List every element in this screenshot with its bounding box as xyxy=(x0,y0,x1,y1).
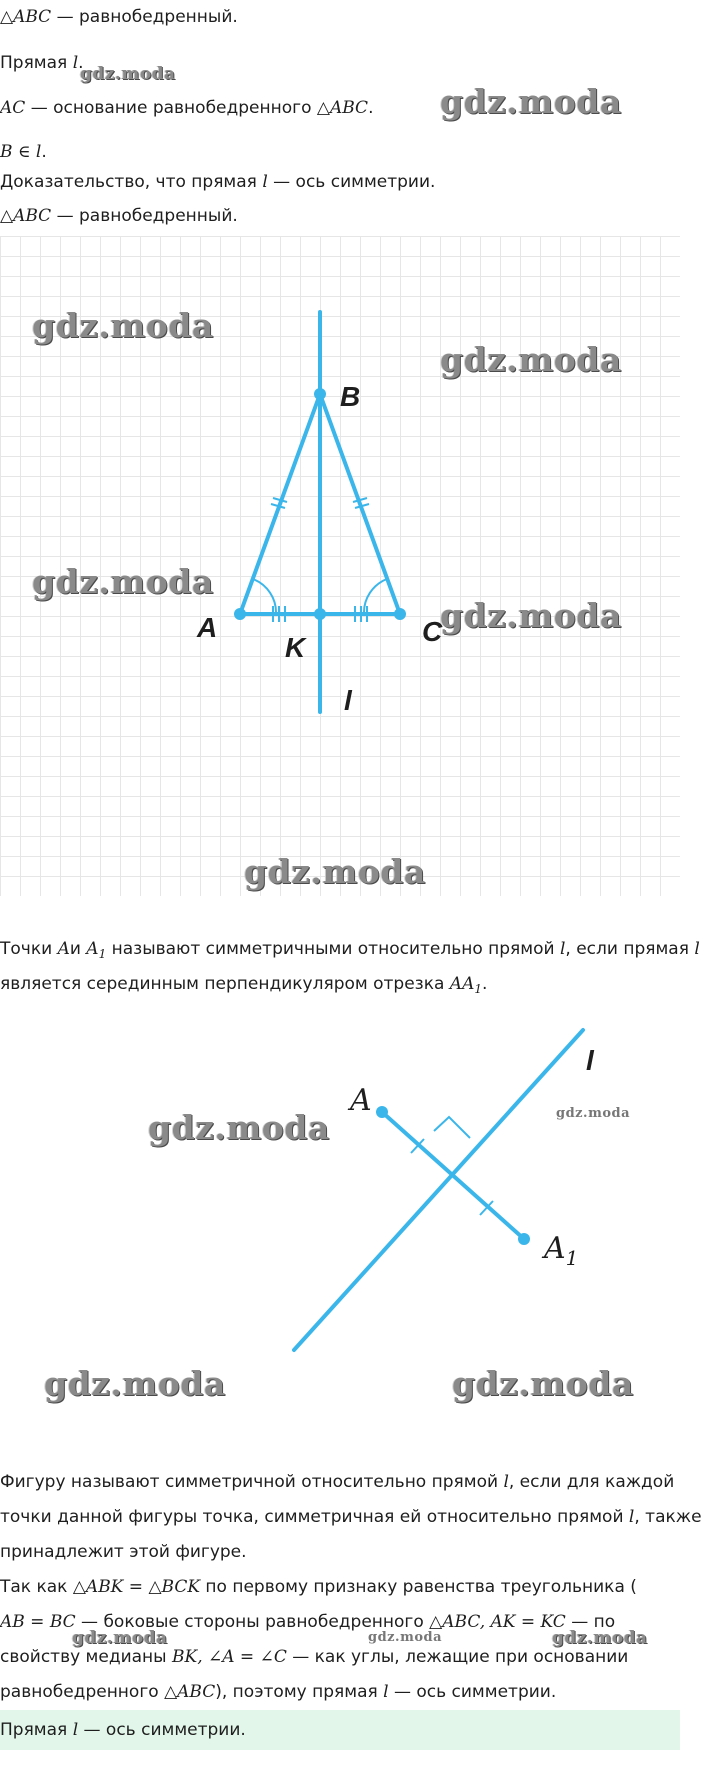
conclusion-box xyxy=(0,1710,680,1750)
watermark: gdz.moda xyxy=(32,562,214,601)
watermark: gdz.moda xyxy=(72,1628,168,1648)
given-line-3: AC — основание равнобедренного △ABC. xyxy=(0,98,374,118)
label-l: l xyxy=(344,685,352,716)
symmetry-diagram xyxy=(0,1010,680,1370)
label-k: K xyxy=(285,632,306,663)
label-c: C xyxy=(422,616,443,647)
watermark: gdz.moda xyxy=(80,64,176,84)
prove-line: Доказательство, что прямая l — ось симметрии. xyxy=(0,172,436,192)
watermark: gdz.moda xyxy=(440,82,622,121)
label-l: l xyxy=(586,1045,594,1076)
line-l xyxy=(294,1030,583,1350)
watermark: gdz.moda xyxy=(244,852,426,891)
side-ab xyxy=(240,394,320,614)
watermark: gdz.moda xyxy=(32,306,214,345)
label-b: B xyxy=(340,381,361,412)
given-line-1: △ABC — равнобедренный. xyxy=(0,7,238,27)
watermark: gdz.moda xyxy=(368,1630,443,1645)
label-a: A xyxy=(350,1083,372,1118)
watermark: gdz.moda xyxy=(556,1106,631,1121)
side-bc xyxy=(320,394,400,614)
watermark: gdz.moda xyxy=(148,1108,330,1147)
given-line-2: Прямая l. xyxy=(0,53,84,73)
watermark: gdz.moda xyxy=(552,1628,648,1648)
point-k xyxy=(314,608,326,620)
symmetry-figure xyxy=(0,1010,680,1370)
given-line-4: B ∈ l. xyxy=(0,142,47,162)
reasoning-line-3: свойству медианы BK, ∠A = ∠C — как углы, лежащие при основании xyxy=(0,1647,629,1667)
reasoning-line-2: AB = BC — боковые стороны равнобедренного △ABC, AK = KC — по xyxy=(0,1612,616,1632)
definition-2-line-1: Фигуру называют симметричной относительно прямой l, если для каждой xyxy=(0,1472,675,1492)
label-a1: $A_1$ xyxy=(544,1231,579,1270)
point-a xyxy=(376,1106,388,1118)
definition-2-line-3: принадлежит этой фигуре. xyxy=(0,1542,247,1562)
watermark: gdz.moda xyxy=(440,340,622,379)
conclusion-line: Прямая l — ось симметрии. xyxy=(0,1720,246,1740)
watermark: gdz.moda xyxy=(440,596,622,635)
label-a: A xyxy=(197,612,218,643)
point-a1 xyxy=(518,1233,530,1245)
segment-aa1 xyxy=(382,1112,524,1239)
solution-start-line: △ABC — равнобедренный. xyxy=(0,206,238,226)
reasoning-line-4: равнобедренного △ABC), поэтому прямая l — ось симметрии. xyxy=(0,1682,557,1702)
reasoning-line-1: Так как △ABK = △BCK по первому признаку равенства треугольника ( xyxy=(0,1577,637,1597)
point-b xyxy=(314,388,326,400)
watermark: gdz.moda xyxy=(44,1364,226,1403)
point-a xyxy=(234,608,246,620)
definition-1-line-1: Точки Aи $A_1$ называют симметричными относительно прямой l, если прямая l xyxy=(0,939,700,961)
definition-1-line-2: является серединным перпендикуляром отрезка $AA_1$. xyxy=(0,974,488,996)
point-c xyxy=(394,608,406,620)
definition-2-line-2: точки данной фигуры точка, симметричная ей относительно прямой l, также xyxy=(0,1507,702,1527)
right-angle-mark xyxy=(434,1117,470,1138)
watermark: gdz.moda xyxy=(452,1364,634,1403)
